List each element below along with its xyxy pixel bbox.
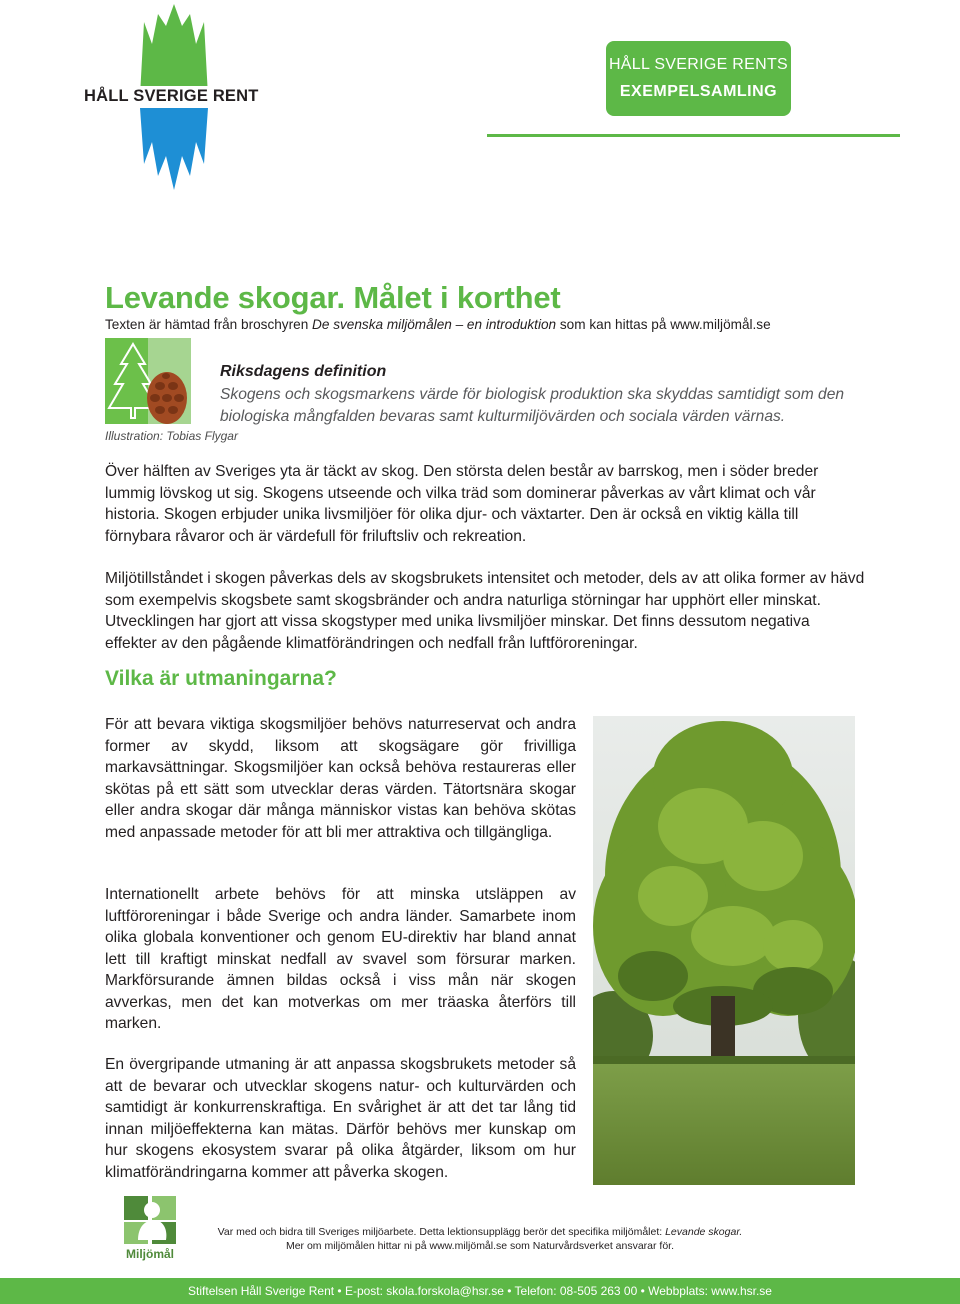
footer-note-line-1 (200, 1225, 760, 1239)
header-divider (487, 134, 900, 137)
challenges-heading: Vilka är utmaningarna? (105, 667, 337, 690)
miljomal-label: Miljömål (125, 1247, 174, 1261)
footer-note-line-2: Mer om miljömålen hittar ni på www.miljömål.se som Naturvårdsverket ansvarar för. (285, 1240, 675, 1252)
source-note (105, 317, 771, 332)
source-prefix: Texten är hämtad från broschyren (105, 317, 313, 332)
contact-bar: Stiftelsen Håll Sverige Rent • E-post: skola.forskola@hsr.se • Telefon: 08-505 263 00 • Webbplats: www.hsr.se (0, 1278, 960, 1304)
forest-illustration (105, 338, 191, 424)
tree-cone-icon (105, 338, 191, 424)
source-suffix: som kan hittas på www.miljömål.se (556, 317, 771, 332)
oak-tree-photo (593, 716, 855, 1185)
paragraph-protection: För att bevara viktiga skogsmiljöer behövs naturreservat och andra former av skydd, liksom att skogsägare gör frivilliga markavsättningar. Skogsmiljöer kan också behöva restaureras eller skötas på ett sätt som utvecklar deras värden. Tätortsnära skogar eller andra skogar där många människor vistas kan behöva skötas med anpassade metoder för att bli mer attraktiva och tillgängliga. (105, 716, 576, 841)
source-title: De svenska miljömålen – en introduktion (312, 317, 557, 332)
paragraph-environment: Miljötillståndet i skogen påverkas dels av skogsbrukets intensitet och metoder, dels av att olika former av hävd som exempelvis skogsbete samt skogsbränder och andra naturliga störningar har upphört eller minskat. Utvecklingen har gjort att vissa skogstyper med unika livsmiljöer minskar. Det finns dessutom negativa effekter av den pågående klimatförändringen och nedfall från luftföroreningar. (105, 570, 865, 652)
footer-note-goal: Levande skogar. (665, 1226, 743, 1238)
oak-tree-image (593, 716, 855, 1185)
badge-line-2: EXEMPELSAMLING (619, 83, 778, 100)
page-title: Levande skogar. Målet i korthet (105, 280, 561, 315)
miljomal-child-icon (122, 1194, 178, 1246)
badge-line-1: HÅLL SVERIGE RENTS (608, 56, 789, 73)
definition-text: Skogens och skogsmarkens värde för biologisk produktion ska skyddas samtidigt som den biologiska mångfalden bevaras samt kulturmiljövärden och sociala värden värnas. (220, 386, 845, 425)
paragraph-international: Internationellt arbete behövs för att minska utsläppen av luftföroreningar i både Sverige och andra länder. Samarbete inom olika globala konventioner och genom EU-direktiv har bland annat lett till kraftigt minskat nedfall av svavel som försurar marken. Markförsurande ämnen bildas också i viss mån när skogen avverkas, men det kan motverkas om mer träaska återförs till marken. (105, 886, 576, 1032)
footer-note (200, 1225, 760, 1253)
logo-text: HÅLL SVERIGE RENT (84, 86, 264, 106)
exempelsamling-badge (606, 41, 791, 116)
definition-heading: Riksdagens definition (220, 363, 387, 380)
footer-note-prefix: Var med och bidra till Sveriges miljöarbete. Detta lektionsupplägg berör det specifika miljömålet: (217, 1226, 666, 1238)
hall-sverige-rent-logo (84, 4, 264, 190)
paragraph-intro: Över hälften av Sveriges yta är täckt av skog. Den största delen består av barrskog, men i söder breder lummig lövskog ut sig. Skogens utseende och vilka träd som dominerar påverkas av vårt klimat och vår historia. Skogen erbjuder unika livsmiljöer för olika djur- och växtarter. Den är också en viktig källa till förnybara råvaror och är värdefull för friluftsliv och rekreation. (105, 463, 819, 545)
illustration-caption: Illustration: Tobias Flygar (105, 429, 238, 443)
paragraph-forestry-methods: En övergripande utmaning är att anpassa skogsbrukets metoder så att de bevarar och utvecklar skogens natur- och kulturvärden och samtidigt är konkurrenskraftiga. En svårighet är att det tar lång tid innan miljöeffekterna kan mätas. Därför behövs mer kunskap om hur skogens ekosystem svarar på olika åtgärder, liksom om hur klimatförändringarna kommer att påverka skogen. (105, 1056, 576, 1181)
